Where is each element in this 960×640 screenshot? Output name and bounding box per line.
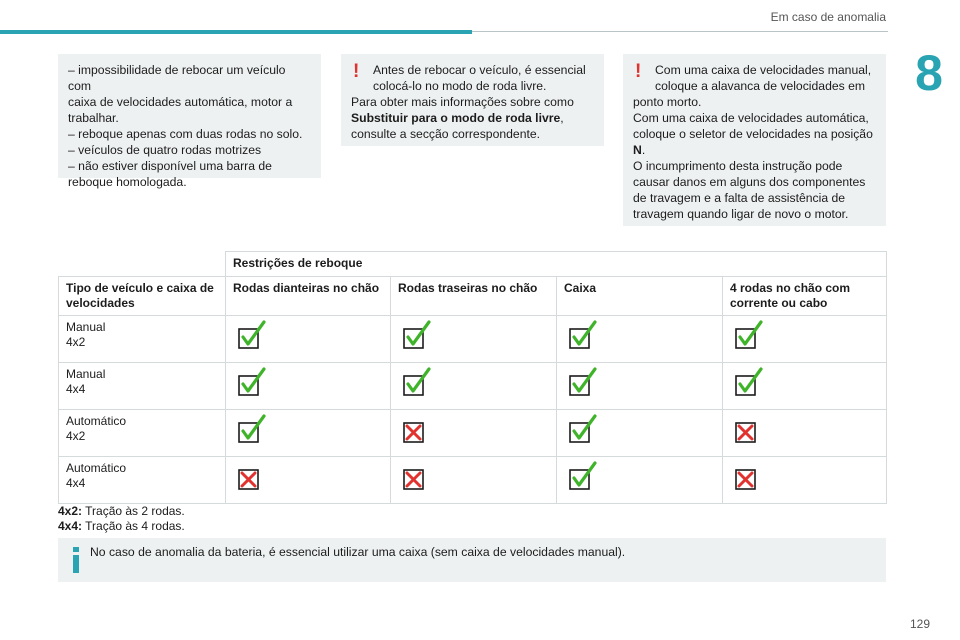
gearbox-type: Automático bbox=[66, 414, 127, 428]
column-header-front-wheels: Rodas dianteiras no chão bbox=[226, 277, 391, 316]
vehicle-type-cell bbox=[59, 410, 226, 457]
note-line: reboque homologada. bbox=[68, 175, 187, 189]
warning-line: Com uma caixa de velocidades automática, bbox=[633, 111, 869, 125]
allowed-check-icon bbox=[226, 316, 391, 363]
allowed-check-icon bbox=[226, 410, 391, 457]
punctuation: . bbox=[641, 143, 646, 157]
header-accent-bar bbox=[0, 30, 472, 34]
allowed-check-icon bbox=[557, 363, 723, 410]
warning-line: travagem quando ligar de novo o motor. bbox=[633, 207, 849, 221]
freewheel-warning-box bbox=[341, 54, 604, 146]
drivetrain-type: 4x4 bbox=[66, 476, 86, 490]
page-number: 129 bbox=[909, 617, 930, 631]
note-line: trabalhar. bbox=[68, 111, 119, 125]
note-line: – impossibilidade de rebocar um veículo com bbox=[68, 63, 286, 93]
warning-exclamation-icon: ! bbox=[353, 61, 360, 82]
page-header-title: Em caso de anomalia bbox=[770, 10, 886, 24]
allowed-check-icon bbox=[226, 363, 391, 410]
drivetrain-type: 4x2 bbox=[66, 335, 86, 349]
legend-key: 4x2: bbox=[58, 504, 83, 518]
allowed-check-icon bbox=[723, 363, 887, 410]
note-line: – não estiver disponível uma barra de bbox=[68, 159, 272, 173]
forbidden-cross-icon bbox=[723, 410, 887, 457]
allowed-check-icon bbox=[557, 457, 723, 504]
forbidden-cross-icon bbox=[226, 457, 391, 504]
legend-value: Tração às 4 rodas. bbox=[82, 519, 185, 533]
warning-line: ponto morto. bbox=[633, 95, 702, 109]
chapter-number: 8 bbox=[898, 38, 960, 108]
column-header-vehicle-type: Tipo de veículo e caixa de velocidades bbox=[59, 277, 226, 316]
legend-item bbox=[58, 519, 185, 534]
forbidden-cross-icon bbox=[391, 457, 557, 504]
warning-line: Antes de rebocar o veículo, é essencial bbox=[373, 63, 586, 77]
warning-exclamation-icon: ! bbox=[635, 61, 642, 82]
warning-line: causar danos em alguns dos componentes bbox=[633, 175, 866, 189]
battery-info-box bbox=[58, 538, 886, 582]
column-header-four-wheels: 4 rodas no chão com corrente ou cabo bbox=[723, 277, 887, 316]
allowed-check-icon bbox=[391, 363, 557, 410]
forbidden-cross-icon bbox=[723, 457, 887, 504]
gearbox-type: Manual bbox=[66, 320, 106, 334]
note-line: – reboque apenas com duas rodas no solo. bbox=[68, 127, 303, 141]
legend-value: Tração às 2 rodas. bbox=[82, 504, 185, 518]
info-icon bbox=[69, 547, 83, 573]
warning-line: O incumprimento desta instrução pode bbox=[633, 159, 843, 173]
allowed-check-icon bbox=[391, 316, 557, 363]
note-line: – veículos de quatro rodas motrizes bbox=[68, 143, 262, 157]
allowed-check-icon bbox=[557, 316, 723, 363]
legend-item bbox=[58, 504, 185, 519]
drivetrain-legend bbox=[58, 504, 185, 534]
column-header-rear-wheels: Rodas traseiras no chão bbox=[391, 277, 557, 316]
vehicle-type-cell bbox=[59, 316, 226, 363]
gearbox-warning-box bbox=[623, 54, 886, 226]
towing-restrictions-table bbox=[58, 251, 887, 504]
forbidden-cross-icon bbox=[391, 410, 557, 457]
warning-line bbox=[633, 142, 876, 158]
drivetrain-type: 4x2 bbox=[66, 429, 86, 443]
warning-line: Com uma caixa de velocidades manual, bbox=[655, 63, 872, 77]
column-header-box: Caixa bbox=[557, 277, 723, 316]
table-group-header: Restrições de reboque bbox=[226, 252, 887, 277]
restrictions-note-box bbox=[58, 54, 321, 189]
table-row bbox=[59, 457, 887, 504]
gearbox-type: Manual bbox=[66, 367, 106, 381]
table-row bbox=[59, 363, 887, 410]
gear-position-n: N bbox=[633, 143, 642, 157]
table-row bbox=[59, 316, 887, 363]
punctuation: , bbox=[560, 111, 564, 125]
allowed-check-icon bbox=[557, 410, 723, 457]
legend-key: 4x4: bbox=[58, 519, 83, 533]
table-row bbox=[59, 410, 887, 457]
table-group-header-row bbox=[59, 252, 887, 277]
table-corner-cell bbox=[59, 252, 226, 277]
warning-line: Para obter mais informações sobre como bbox=[351, 95, 574, 109]
warning-line bbox=[351, 110, 594, 126]
warning-line: de travagem e a falta de assistência de bbox=[633, 191, 846, 205]
warning-line: colocá-lo no modo de roda livre. bbox=[373, 79, 547, 93]
vehicle-type-cell bbox=[59, 457, 226, 504]
warning-line: coloque a alavanca de velocidades em bbox=[655, 79, 866, 93]
note-line: caixa de velocidades automática, motor a bbox=[68, 95, 293, 109]
freewheel-link-text: Substituir para o modo de roda livre bbox=[351, 111, 561, 125]
warning-line: coloque o seletor de velocidades na posição bbox=[633, 127, 873, 141]
table-header-row bbox=[59, 277, 887, 316]
warning-line: consulte a secção correspondente. bbox=[351, 127, 541, 141]
drivetrain-type: 4x4 bbox=[66, 382, 86, 396]
gearbox-type: Automático bbox=[66, 461, 127, 475]
info-text: No caso de anomalia da bateria, é essencial utilizar uma caixa (sem caixa de velocidades manual). bbox=[90, 545, 626, 559]
header-rule bbox=[472, 31, 888, 32]
allowed-check-icon bbox=[723, 316, 887, 363]
vehicle-type-cell bbox=[59, 363, 226, 410]
